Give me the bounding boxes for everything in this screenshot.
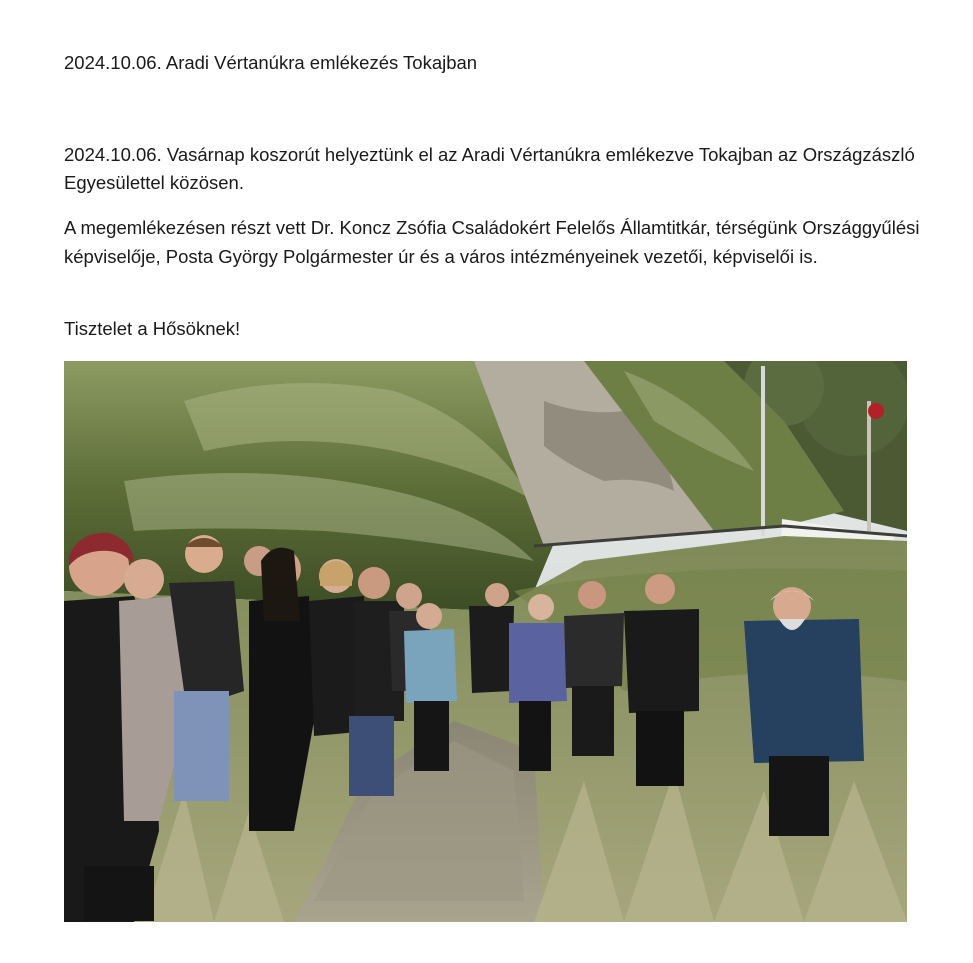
memorial-photo [64, 361, 907, 922]
article-paragraph-3: Tisztelet a Hősöknek! [64, 318, 241, 339]
memorial-photo-illustration [64, 361, 907, 922]
article-paragraph-2: A megemlékezésen részt vett Dr. Koncz Zsófia Családokért Felelős Államtitkár, térségünk Országgyűlési képviselője, Posta György Polgármester úr és a város intézményeinek vezetői, képviselői is. [64, 217, 920, 267]
article-title: 2024.10.06. Aradi Vértanúkra emlékezés Tokajban [64, 52, 478, 73]
article-paragraph-1: 2024.10.06. Vasárnap koszorút helyeztünk el az Aradi Vértanúkra emlékezve Tokajban az Országzászló Egyesülettel közösen. [64, 144, 915, 193]
